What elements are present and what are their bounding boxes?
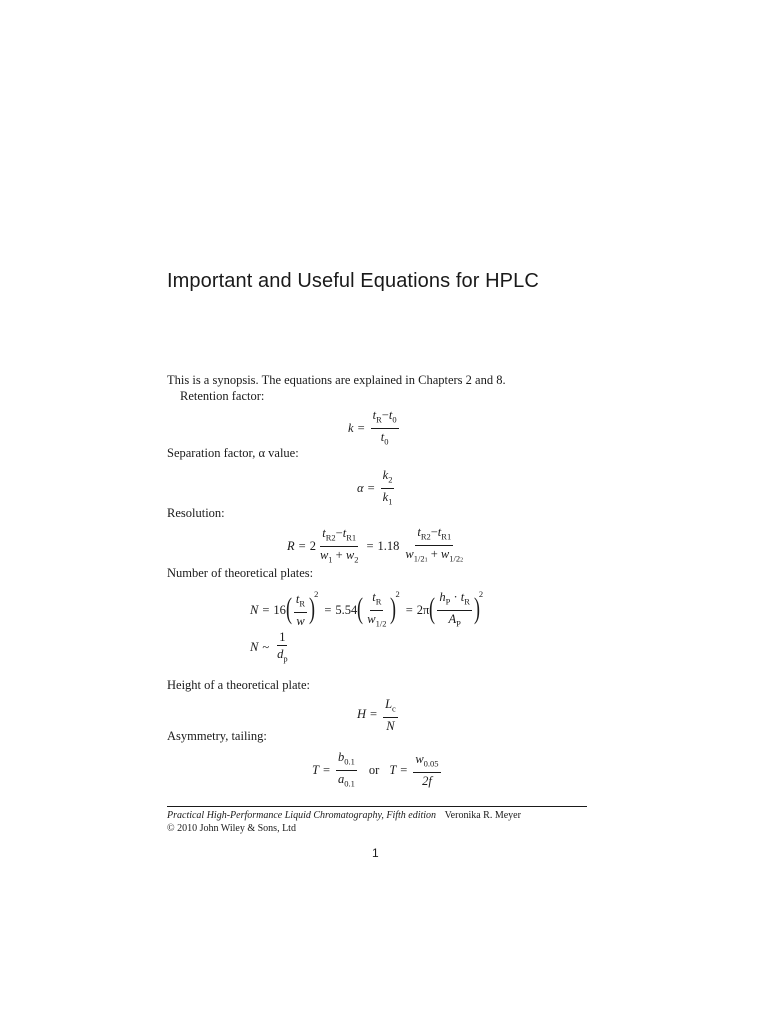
footer-rule	[167, 806, 587, 807]
equation-alpha: α = $\frac{k_2}{k_1}$	[357, 468, 393, 506]
equation-theoretical-plates: N = 16 ( $\frac{t_R}{w}$ ) 2 = 5.54 ( $\frac{t_R}{w_{1/2}}$ ) 2 = 2π ( $\frac{h_P \cdot t_R}{A_P}$ ) 2	[250, 589, 484, 628]
label-resolution: Resolution:	[167, 506, 225, 520]
equation-retention-factor: k = $\frac{t_R-t_0}{t_0}$	[348, 408, 397, 446]
page-title: Important and Useful Equations for HPLC	[167, 270, 539, 292]
label-retention-factor: Retention factor:	[180, 389, 265, 403]
label-asymmetry: Asymmetry, tailing:	[167, 729, 267, 743]
equation-plate-height: H = $\frac{L_c}{N}$	[357, 697, 396, 733]
equation-resolution: R = 2 $\frac{t_{R2}-t_{R1}}{w_1 + w_2}$ = 1.18 $\frac{t_{R2}-t_{R1}}{w_{1/21} + w_{1/22}}$	[287, 525, 464, 564]
intro-text: This is a synopsis. The equations are explained in Chapters 2 and 8.	[167, 373, 506, 387]
footer-copyright: © 2010 John Wiley & Sons, Ltd	[167, 823, 296, 834]
footer-citation	[167, 810, 521, 821]
equation-asymmetry: T = $\frac{b_{0.1}}{a_{0.1}}$ or T = $\frac{w_{0.05}}{2f}$	[312, 750, 439, 788]
footer-author: Veronika R. Meyer	[444, 810, 521, 821]
label-theoretical-plates: Number of theoretical plates:	[167, 566, 314, 580]
footer-book-title: Practical High-Performance Liquid Chromatography, Fifth edition	[167, 810, 437, 821]
page-number: 1	[372, 846, 379, 860]
label-separation-factor: Separation factor, α value:	[167, 446, 299, 460]
label-plate-height: Height of a theoretical plate:	[167, 678, 310, 692]
equation-plates-proportional: N ~ $\frac{1}{d_p}$	[250, 630, 288, 664]
